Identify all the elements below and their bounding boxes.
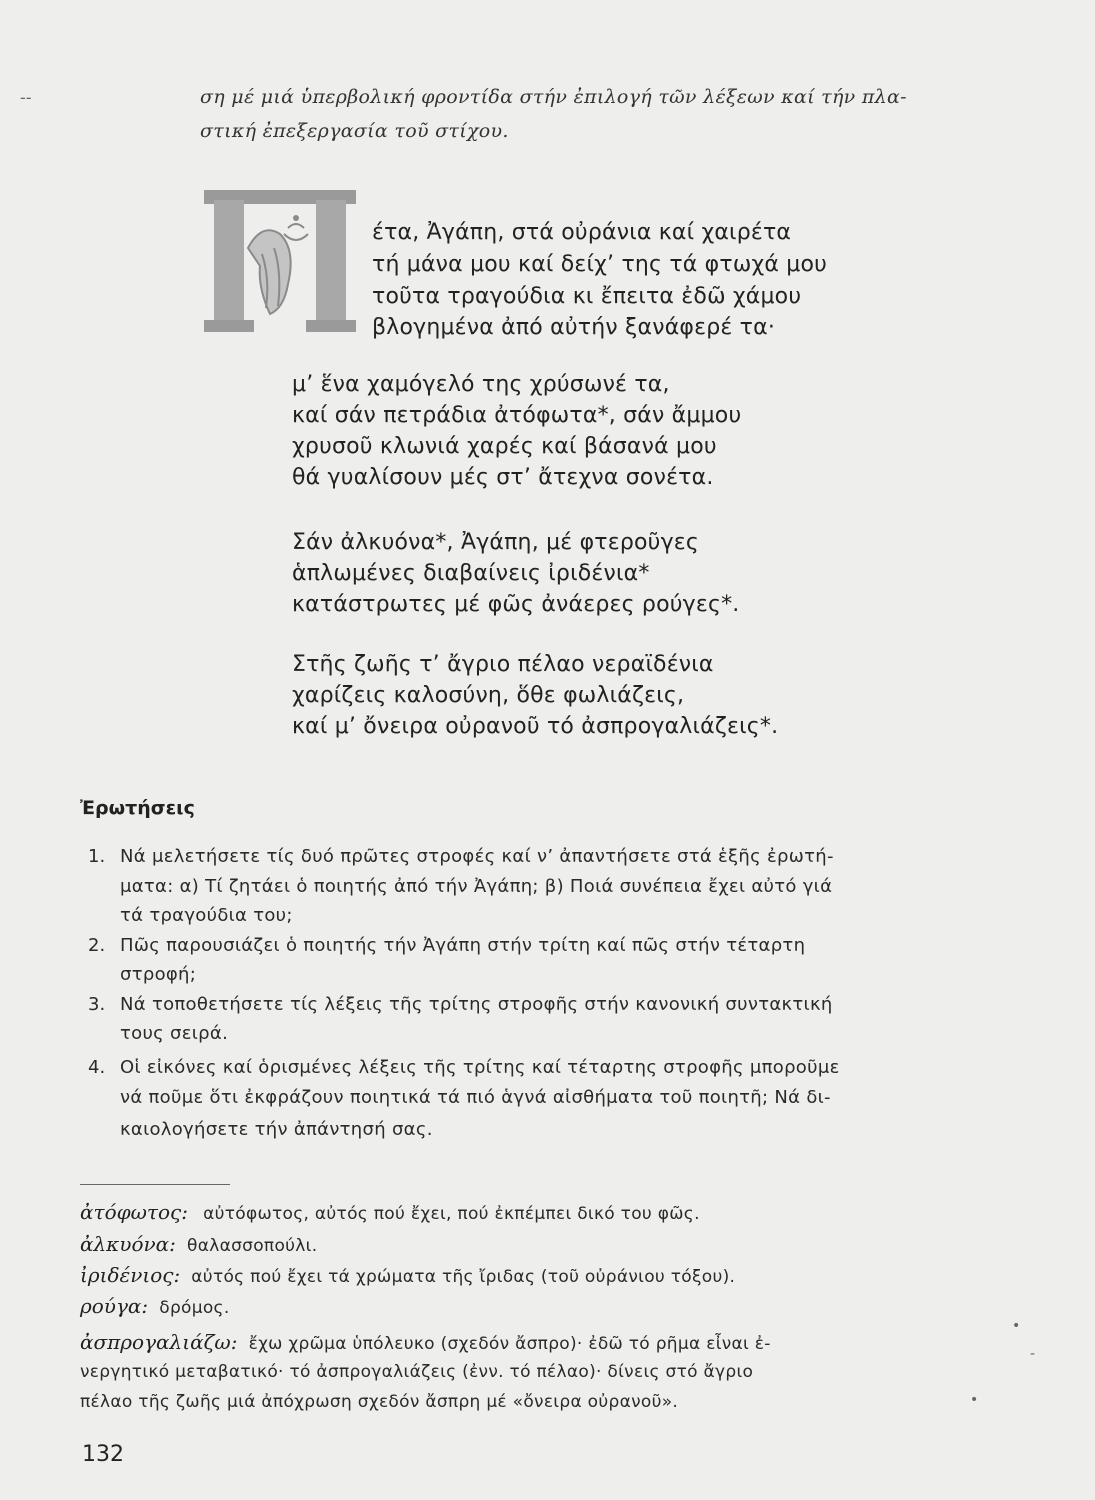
poem-line: μ’ ἕνα χαμόγελό της χρύσωνέ τα,: [292, 372, 670, 397]
question-number: 2.: [88, 935, 106, 956]
question-number: 1.: [88, 846, 106, 867]
poem-line: χαρίζεις καλοσύνη, ὅθε φωλιάζεις,: [292, 683, 685, 708]
poem-line: θά γυαλίσουν μές στ’ ἄτεχνα σονέτα.: [292, 465, 714, 490]
footnote-definition: αὐτός πού ἔχει τά χρώματα τῆς ἴριδας (τοῦ οὐράνιου τόξου).: [191, 1267, 736, 1287]
footnote-definition: ἔχω χρῶμα ὑπόλευκο (σχεδόν ἄσπρο)· ἐδῶ τό ρῆμα εἶναι ἐ-: [248, 1334, 771, 1354]
question-line: Νά τοποθετήσετε τίς λέξεις τῆς τρίτης στροφῆς στήν κανονική συντακτική: [120, 994, 833, 1015]
margin-mark: -: [1030, 1346, 1036, 1362]
footnote-term: ἀτόφωτος:: [80, 1200, 188, 1224]
footnote-rule: [80, 1184, 230, 1185]
footnote: [80, 1200, 700, 1224]
footnote-term: ρούγα:: [80, 1294, 149, 1318]
footnote-definition: θαλασσοπούλι.: [187, 1236, 318, 1256]
poem-line: έτα, Ἀγάπη, στά οὐράνια καί χαιρέτα: [372, 220, 792, 245]
footnote: [80, 1263, 735, 1287]
poem-line: τοῦτα τραγούδια κι ἔπειτα ἐδῶ χάμου: [372, 284, 802, 309]
question-line: τά τραγούδια του;: [120, 905, 293, 926]
question-line: ματα: α) Τί ζητάει ὁ ποιητής ἀπό τήν Ἀγάπη; β) Ποιά συνέπεια ἔχει αὐτό γιά: [120, 876, 833, 897]
question-line: καιολογήσετε τήν ἀπάντησή σας.: [120, 1119, 433, 1140]
footnote-continuation: πέλαο τῆς ζωῆς μιά ἀπόχρωση σχεδόν ἄσπρη μέ «ὄνειρα οὐρανοῦ».: [80, 1392, 679, 1412]
poem-line: τή μάνα μου καί δείχ’ της τά φτωχά μου: [372, 252, 828, 277]
dropcap-pi-ornament: [200, 188, 360, 336]
poem-line: Στῆς ζωῆς τ’ ἄγριο πέλαο νεραϊδένια: [292, 652, 714, 677]
question-line: Πῶς παρουσιάζει ὁ ποιητής τήν Ἀγάπη στήν τρίτη καί πῶς στήν τέταρτη: [120, 935, 806, 956]
margin-mark: •: [1012, 1318, 1021, 1334]
footnote: [80, 1294, 230, 1318]
question-line: νά ποῦμε ὅτι ἐκφράζουν ποιητικά τά πιό ἁγνά αἰσθήματα τοῦ ποιητῆ; Νά δι-: [120, 1087, 831, 1108]
footnote-term: ἀσπρογαλιάζω:: [80, 1330, 238, 1354]
poem-line: χρυσοῦ κλωνιά χαρές καί βάσανά μου: [292, 434, 717, 459]
footnote-term: ἰριδένιος:: [80, 1263, 181, 1287]
poem-line: καί μ’ ὄνειρα οὐρανοῦ τό ἀσπρογαλιάζεις*.: [292, 714, 779, 739]
poem-line: κατάστρωτες μέ φῶς ἀνάερες ρούγες*.: [292, 592, 740, 617]
footnote-continuation: νεργητικό μεταβατικό· τό ἀσπρογαλιάζεις (ἐνν. τό πέλαο)· δίνεις στό ἄγριο: [80, 1362, 754, 1382]
page-number: 132: [82, 1442, 124, 1467]
poem-line: βλογημένα ἀπό αὐτήν ξανάφερέ τα·: [372, 315, 776, 340]
poem-line: ἁπλωμένες διαβαίνεις ἰριδένια*: [292, 561, 650, 586]
footnote: [80, 1330, 771, 1354]
question-line: Οἱ εἰκόνες καί ὁρισμένες λέξεις τῆς τρίτης καί τέταρτης στροφῆς μποροῦμε: [120, 1057, 840, 1078]
question-number: 3.: [88, 994, 106, 1015]
footnote: [80, 1232, 317, 1256]
intro-line-2: στική ἐπεξεργασία τοῦ στίχου.: [200, 120, 509, 142]
question-line: τους σειρά.: [120, 1023, 229, 1044]
poem-line: Σάν ἀλκυόνα*, Ἀγάπη, μέ φτεροῦγες: [292, 530, 699, 555]
footnote-definition: δρόμος.: [159, 1298, 230, 1318]
margin-mark: •: [970, 1392, 979, 1408]
question-number: 4.: [88, 1057, 106, 1078]
question-line: στροφή;: [120, 964, 197, 985]
poem-line: καί σάν πετράδια ἀτόφωτα*, σάν ἄμμου: [292, 403, 742, 428]
intro-line-1: ση μέ μιά ὑπερβολική φροντίδα στήν ἐπιλογή τῶν λέξεων καί τήν πλα-: [200, 86, 907, 108]
footnote-definition: αὐτόφωτος, αὐτός πού ἔχει, πού ἐκπέμπει δικό του φῶς.: [203, 1204, 700, 1224]
question-line: Νά μελετήσετε τίς δυό πρῶτες στροφές καί ν’ ἀπαντήσετε στά ἑξῆς ἐρωτή-: [120, 846, 834, 867]
footnote-term: ἀλκυόνα:: [80, 1232, 176, 1256]
margin-mark: --: [20, 88, 32, 107]
questions-heading: Ἐρωτήσεις: [80, 797, 195, 819]
